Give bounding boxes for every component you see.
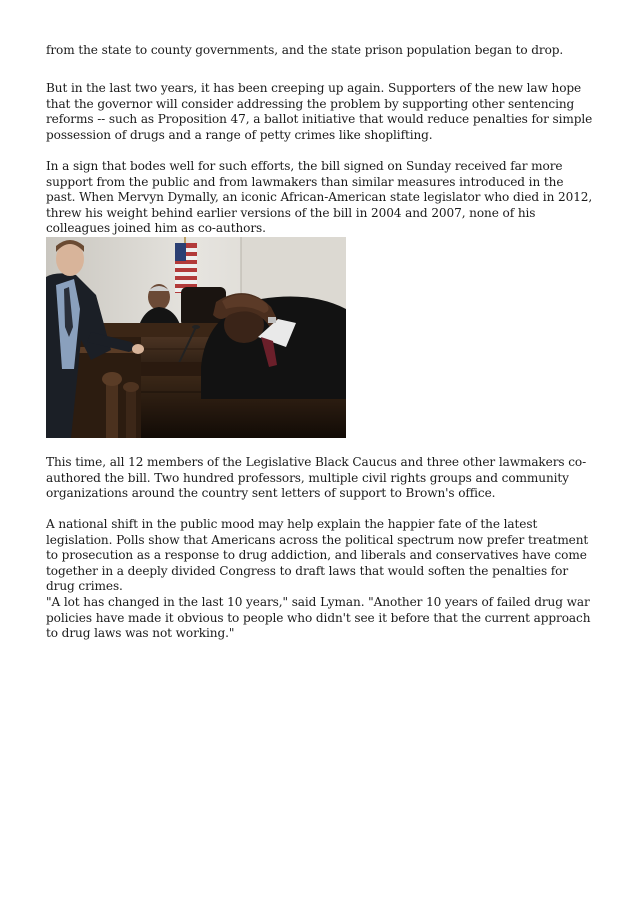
article-paragraph-3: In a sign that bodes well for such efforts, the bill signed on Sunday received far more support from the public and from lawmakers than similar measures introduced in the past. When Mervyn Dymally, an iconic African-American state legislator who died in 2012, threw his weight behind earlier versions of the bill in 2004 and 2007, none of his colleagues joined him as co-authors. — [46, 159, 593, 236]
article-paragraph-2: But in the last two years, it has been creeping up again. Supporters of the new law hope that the governor will consider addressing the problem by supporting other sentencing reforms -- such as Proposition 47, a ballot initiative that would reduce penalties for simple possession of drugs and a range of petty crimes like shoplifting. — [46, 81, 593, 142]
article-paragraph-6: "A lot has changed in the last 10 years," said Lyman. "Another 10 years of failed drug war policies have made it obvious to people who didn't see it before that the current approach to drug laws was not working." — [46, 595, 591, 641]
article-paragraph-4: This time, all 12 members of the Legislative Black Caucus and three other lawmakers co-authored the bill. Two hundred professors, multiple civil rights groups and community organizations around the country sent letters of support to Brown's office. — [46, 455, 587, 501]
article-paragraph-1: from the state to county governments, and the state prison population began to drop. — [46, 43, 564, 57]
article-paragraph-5: A national shift in the public mood may help explain the happier fate of the latest legislation. Polls show that Americans across the political spectrum now prefer treatment to prosecution as a response to drug addiction, and liberals and conservatives have come together in a deeply divided Congress to draft laws that would soften the penalties for drug crimes. — [46, 517, 589, 594]
courtroom-photo — [46, 237, 346, 438]
